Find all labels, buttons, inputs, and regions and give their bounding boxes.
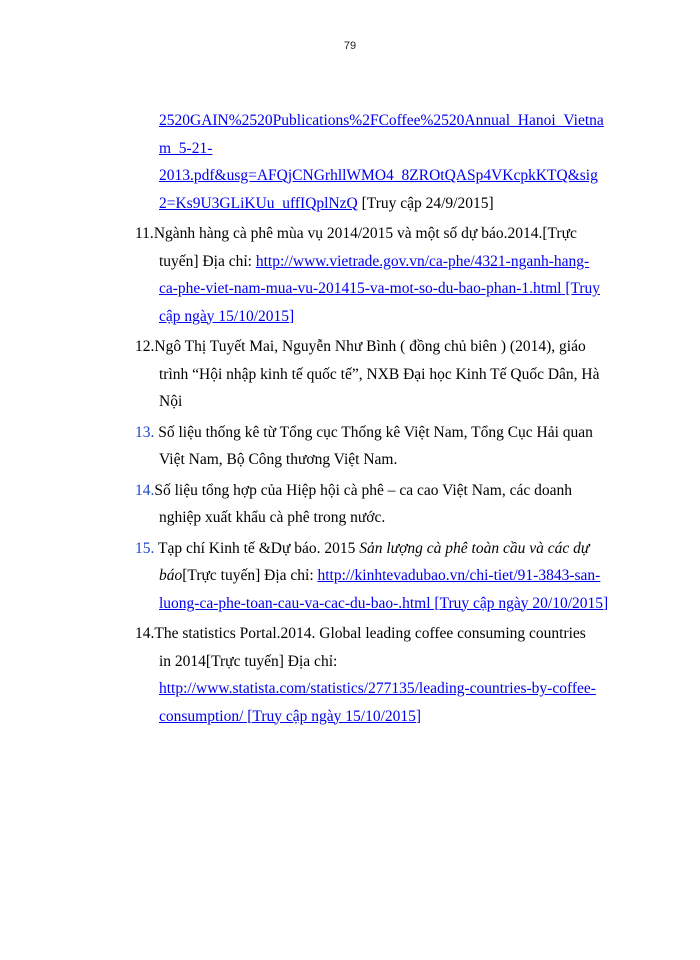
reference-11-link-line-2[interactable]: ca-phe-viet-nam-mua-vu-201415-va-mot-so-du-bao-phan-1.html bbox=[159, 280, 562, 297]
reference-12-text-line-2: trình “Hội nhập kinh tế quốc tế”, NXB Đại học Kinh Tế Quốc Dân, Hà bbox=[159, 365, 600, 383]
reference-14-b-text-line-2: in 2014[Trực tuyến] Địa chỉ: bbox=[159, 652, 338, 670]
reference-10-link-line-2[interactable]: m_5-21- bbox=[159, 139, 213, 157]
reference-11-access-part-1: [Truy bbox=[561, 280, 601, 297]
reference-15 bbox=[135, 535, 635, 618]
reference-12 bbox=[135, 333, 635, 416]
reference-12-text-line-3: Nội bbox=[159, 393, 183, 410]
reference-14-b-link-line-1[interactable]: http://www.statista.com/statistics/277135/leading-countries-by-coffee- bbox=[159, 680, 596, 697]
reference-14-b bbox=[135, 620, 635, 730]
reference-12-text-line-1: Ngô Thị Tuyết Mai, Nguyễn Như Bình ( đồng chủ biên ) (2014), giáo bbox=[154, 338, 586, 355]
reference-13-text-line-2: Việt Nam, Bộ Công thương Việt Nam. bbox=[159, 451, 398, 468]
reference-14-a-text-line-1: Số liệu tổng hợp của Hiệp hội cà phê – ca cao Việt Nam, các doanh bbox=[154, 481, 572, 499]
reference-15-title-part-1: Sản lượng cà phê toàn cầu và các dự bbox=[359, 539, 590, 557]
reference-13 bbox=[135, 419, 635, 474]
reference-14-b-link-line-2[interactable]: consumption/ bbox=[159, 707, 244, 725]
reference-10-access-date: [Truy cập 24/9/2015] bbox=[357, 194, 494, 212]
reference-11-address-label: tuyến] Địa chỉ: bbox=[159, 252, 256, 270]
reference-11 bbox=[135, 220, 635, 330]
reference-12-number: 12. bbox=[135, 338, 155, 355]
reference-14-a bbox=[135, 477, 635, 532]
reference-15-text-line-1: Tạp chí Kinh tế &Dự báo. 2015 bbox=[154, 539, 360, 557]
reference-13-number: 13. bbox=[135, 423, 155, 441]
reference-10-link-line-1[interactable]: 2520GAIN%2520Publications%2FCoffee%2520Annual_Hanoi_Vietna bbox=[159, 112, 604, 129]
reference-15-link-line-2[interactable]: luong-ca-phe-toan-cau-va-cac-du-bao-.html bbox=[159, 594, 431, 612]
reference-15-number: 15. bbox=[135, 539, 155, 557]
page-number: 79 bbox=[343, 40, 357, 52]
reference-14-b-access-date: [Truy cập ngày 15/10/2015] bbox=[243, 707, 422, 725]
reference-14-a-text-line-2: nghiệp xuất khẩu cà phê trong nước. bbox=[159, 509, 386, 526]
reference-15-link-line-1[interactable]: http://kinhtevadubao.vn/chi-tiet/91-3843-san- bbox=[317, 567, 601, 584]
reference-10-link-line-3[interactable]: 2013.pdf&usg=AFQjCNGrhllWMO4_8ZROtQASp4VKcpkKTQ&sig bbox=[159, 167, 598, 184]
reference-15-address-label: [Trực tuyến] Địa chỉ: bbox=[182, 567, 318, 584]
reference-10-link-line-4[interactable]: 2=Ks9U3GLiKUu_uffIQplNzQ bbox=[159, 194, 358, 212]
reference-11-link-line-1[interactable]: http://www.vietrade.gov.vn/ca-phe/4321-nganh-hang- bbox=[255, 252, 590, 270]
reference-15-title-part-2: báo bbox=[159, 567, 183, 584]
reference-11-number: 11. bbox=[135, 225, 154, 242]
reference-11-access-part-2: cập ngày 15/10/2015] bbox=[159, 307, 295, 325]
reference-14-b-number: 14. bbox=[135, 625, 155, 642]
reference-10-continuation bbox=[135, 107, 635, 217]
reference-14-b-text-line-1: The statistics Portal.2014. Global leading coffee consuming countries bbox=[154, 625, 586, 642]
reference-14-a-number: 14. bbox=[135, 481, 155, 499]
reference-15-access-date: [Truy cập ngày 20/10/2015] bbox=[430, 594, 609, 612]
reference-13-text-line-1: Số liệu thống kê từ Tổng cục Thống kê Việt Nam, Tổng Cục Hải quan bbox=[154, 423, 593, 441]
reference-11-text-line-1: Ngành hàng cà phê mùa vụ 2014/2015 và một số dự báo.2014.[Trực bbox=[153, 225, 577, 242]
reference-list bbox=[135, 107, 635, 733]
